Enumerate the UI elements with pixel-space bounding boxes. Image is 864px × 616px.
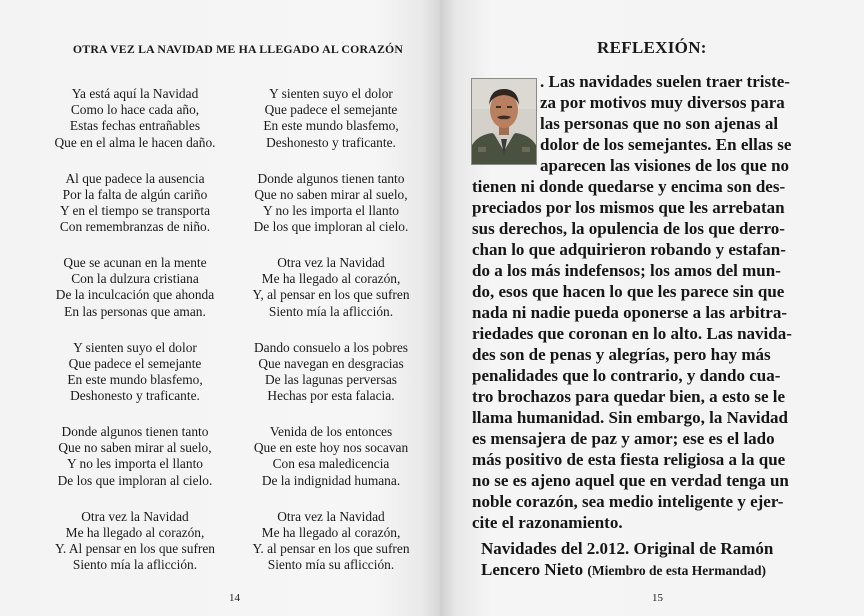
verse-line: Siento mía la aflicción. bbox=[268, 303, 394, 319]
text-line: do, esos que hacen lo que les parece sin que bbox=[472, 282, 785, 301]
text-line: llama humanidad. Sin embargo, la Navidad bbox=[472, 408, 788, 427]
author-portrait bbox=[471, 78, 537, 165]
verse-line: Y, al pensar en los que sufren bbox=[252, 287, 410, 303]
text-line: do a los más indefensos; los amos del mun- bbox=[472, 261, 781, 280]
verse-line: Que se acunan en la mente bbox=[63, 255, 207, 270]
verse-line: Y sienten suyo el dolor bbox=[269, 86, 393, 101]
text-line: preciados por los mismos que les arrebatan bbox=[472, 198, 785, 217]
verse-line: En este mundo blasfemo, bbox=[263, 118, 399, 134]
text-line: tro brochazos para quedar bien, a esto se le bbox=[472, 387, 786, 406]
verse-line: De las lagunas perversas bbox=[265, 371, 397, 387]
verse-line: Al que padece la ausencia bbox=[65, 170, 205, 186]
verse-line: Siento mía la aflicción. bbox=[72, 557, 198, 573]
verse-line: Que no saben mirar al suelo, bbox=[58, 440, 212, 456]
poem-column-right bbox=[231, 86, 431, 593]
verse-line: Estas fechas entrañables bbox=[69, 118, 201, 134]
text-line: nada ni nadie pueda oponerse a las arbitra- bbox=[472, 303, 788, 322]
text-line: riedades que coronan en lo alto. Las navida- bbox=[472, 324, 792, 343]
verse-line: Donde algunos tienen tanto bbox=[61, 424, 209, 439]
verse-line: Que no saben mirar al suelo, bbox=[254, 186, 408, 202]
signature-line: Navidades del 2.012. Original de Ramón bbox=[481, 539, 774, 558]
author-name: Lencero Nieto bbox=[481, 560, 584, 579]
page-number-right: 15 bbox=[652, 592, 663, 604]
verse-line: Me ha llegado al corazón, bbox=[261, 271, 401, 287]
verse-line: Hechas por esta falacia. bbox=[267, 388, 395, 404]
stanza bbox=[35, 171, 235, 256]
verse-line: En las personas que aman. bbox=[64, 303, 206, 319]
verse-line: Y en el tiempo se transporta bbox=[59, 202, 211, 218]
verse-line: Con remembranzas de niño. bbox=[59, 219, 211, 235]
verse-line: Que padece el semejante bbox=[68, 355, 202, 371]
verse-line: Otra vez la Navidad bbox=[81, 508, 189, 524]
stanza bbox=[35, 255, 235, 340]
portrait-image bbox=[472, 79, 536, 164]
verse-line: De la inculcación que ahonda bbox=[55, 287, 215, 303]
verse-line: En este mundo blasfemo, bbox=[67, 371, 203, 387]
verse-line: Dando consuelo a los pobres bbox=[254, 339, 408, 355]
reflection-title: REFLEXIÓN: bbox=[597, 38, 707, 57]
stanza bbox=[35, 509, 235, 594]
text-line: . Las navidades suelen traer triste- bbox=[540, 72, 790, 91]
stanza bbox=[35, 340, 235, 425]
verse-line: Venida de los entonces bbox=[269, 424, 393, 439]
verse-line: De los que imploran al cielo. bbox=[253, 219, 409, 235]
verse-line: Con la dulzura cristiana bbox=[71, 271, 199, 287]
text-line: penalidades que lo contrario, y dando cua- bbox=[472, 366, 781, 385]
text-line: cite el razonamiento. bbox=[472, 513, 623, 532]
text-line: las personas que no son ajenas al bbox=[540, 114, 779, 133]
verse-line: Y. Al pensar en los que sufren bbox=[54, 540, 216, 556]
verse-line: Por la falta de algún cariño bbox=[62, 186, 208, 202]
verse-line: Y no les importa el llanto bbox=[263, 202, 399, 218]
verse-line: Deshonesto y traficante. bbox=[70, 388, 200, 404]
text-line: des son de penas y alegrías, pero hay más bbox=[472, 345, 771, 364]
text-line: aparecen las visiones de los que no bbox=[540, 156, 790, 175]
verse-line: Y sienten suyo el dolor bbox=[73, 339, 197, 355]
text-line: dolor de los semejantes. En ellas se bbox=[540, 135, 792, 154]
author-affiliation: (Miembro de esta Hermandad) bbox=[587, 563, 766, 578]
verse-line: Que en el alma le hacen daño. bbox=[54, 134, 216, 150]
text-line: más positivo de esta fiesta religiosa a la que bbox=[472, 450, 786, 469]
verse-line: Que navegan en desgracias bbox=[258, 355, 404, 371]
poem-title: OTRA VEZ LA NAVIDAD ME HA LLEGADO AL CORAZÓN bbox=[72, 42, 404, 56]
verse-line: De los que imploran al cielo. bbox=[57, 472, 213, 488]
verse-line: Que padece el semejante bbox=[264, 102, 398, 118]
stanza bbox=[35, 86, 235, 171]
verse-line: Ya está aquí la Navidad bbox=[71, 86, 199, 101]
text-line: chan lo que adquirieron robando y estafan- bbox=[472, 240, 786, 259]
verse-line: Siento mía su aflicción. bbox=[267, 557, 395, 573]
poem-column-left bbox=[35, 86, 235, 593]
verse-line: Deshonesto y traficante. bbox=[266, 134, 396, 150]
verse-line: Otra vez la Navidad bbox=[277, 508, 385, 524]
verse-line: Y. al pensar en los que sufren bbox=[252, 540, 410, 556]
text-line: tienen ni donde quedarse y encima son des- bbox=[472, 177, 786, 196]
author-line bbox=[481, 560, 766, 581]
stanza bbox=[231, 255, 431, 340]
verse-line: De la indignidad humana. bbox=[261, 472, 401, 488]
verse-line: Donde algunos tienen tanto bbox=[257, 170, 405, 186]
stanza bbox=[231, 509, 431, 594]
page-number-left: 14 bbox=[229, 592, 240, 604]
stanza bbox=[231, 424, 431, 509]
text-line: za por motivos muy diversos para bbox=[540, 93, 785, 112]
verse-line: Que en este hoy nos socavan bbox=[253, 440, 409, 456]
text-line: noble corazón, sea medio inteligente y ejer- bbox=[472, 492, 784, 511]
verse-line: Y no les importa el llanto bbox=[67, 456, 203, 472]
text-line: no se es ajeno aquel que en verdad tenga un bbox=[472, 471, 789, 490]
stanza bbox=[231, 86, 431, 171]
verse-line: Con esa maledicencia bbox=[272, 456, 390, 472]
text-line: sus derechos, la opulencia de los que derro- bbox=[472, 219, 785, 238]
stanza bbox=[231, 340, 431, 425]
verse-line: Otra vez la Navidad bbox=[277, 255, 385, 270]
stanza bbox=[35, 424, 235, 509]
stanza bbox=[231, 171, 431, 256]
verse-line: Me ha llegado al corazón, bbox=[65, 524, 205, 540]
verse-line: Me ha llegado al corazón, bbox=[261, 524, 401, 540]
text-line: es mensajera de paz y amor; ese es el lado bbox=[472, 429, 775, 448]
verse-line: Como lo hace cada año, bbox=[70, 102, 200, 118]
